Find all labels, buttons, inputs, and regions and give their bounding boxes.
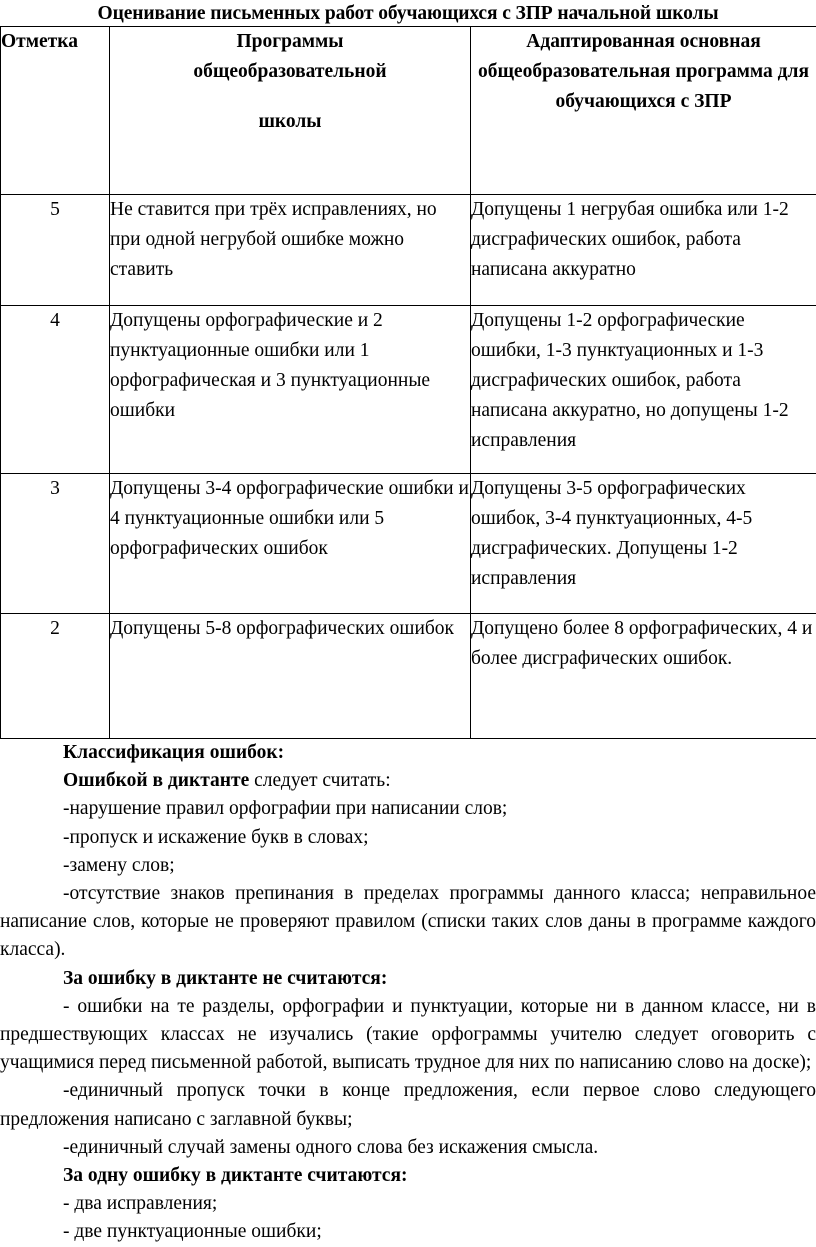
row-adapted: Допущены 1-2 орфографические ошибки, 1-3 пунктуационных и 1-3 дисграфических ошибок, работа написана аккуратно, но допущены 1-2 исправления bbox=[471, 306, 816, 474]
header-general-line2: общеобразовательной bbox=[193, 61, 386, 82]
list-item: -единичный пропуск точки в конце предложения, если первое слово следующего предложения написано с заглавной буквы; bbox=[0, 1077, 816, 1133]
classification-heading: Классификация ошибок: bbox=[63, 742, 284, 763]
row-mark: 3 bbox=[1, 474, 110, 614]
row-mark: 4 bbox=[1, 306, 110, 474]
errors-lead bbox=[0, 767, 816, 795]
list-item: - ошибки на те разделы, орфографии и пунктуации, которые ни в данном классе, ни в предшествующих классах не изучались (такие орфограммы учителю следует оговорить с учащимися перед письменной работой, выписать трудное для них по написанию слово на доске); bbox=[0, 993, 816, 1078]
list-item: -пропуск и искажение букв в словах; bbox=[0, 824, 816, 852]
grading-table bbox=[0, 26, 816, 739]
row-adapted: Допущены 1 негрубая ошибка или 1-2 дисграфических ошибок, работа написана аккуратно bbox=[471, 195, 816, 306]
classification-section bbox=[0, 739, 816, 1247]
table-row bbox=[1, 306, 816, 474]
list-item: - две пунктуационные ошибки; bbox=[0, 1218, 816, 1246]
row-general: Допущены 3-4 орфографические ошибки и 4 пунктуационные ошибки или 5 орфографических ошибок bbox=[110, 474, 471, 614]
table-row bbox=[1, 614, 816, 739]
header-mark: Отметка bbox=[1, 27, 110, 195]
list-item: -нарушение правил орфографии при написании слов; bbox=[0, 795, 816, 823]
table-row bbox=[1, 195, 816, 306]
header-general-program bbox=[110, 27, 471, 195]
table-row bbox=[1, 474, 816, 614]
page-title: Оценивание письменных работ обучающихся с ЗПР начальной школы bbox=[0, 3, 816, 25]
list-item: -отсутствие знаков препинания в пределах программы данного класса; неправильное написание слов, которые не проверяют правилом (списки таких слов даны в программе каждого класса). bbox=[0, 880, 816, 965]
header-adapted-program: Адаптированная основная общеобразовательная программа для обучающихся с ЗПР bbox=[471, 27, 816, 195]
table-header-row bbox=[1, 27, 816, 195]
row-adapted: Допущено более 8 орфографических, 4 и более дисграфических ошибок. bbox=[471, 614, 816, 739]
row-general: Не ставится при трёх исправлениях, но при одной негрубой ошибке можно ставить bbox=[110, 195, 471, 306]
list-item: - два исправления; bbox=[0, 1190, 816, 1218]
list-item: -замену слов; bbox=[0, 852, 816, 880]
header-general-line1: Программы bbox=[236, 31, 343, 52]
not-errors-heading: За ошибку в диктанте не считаются: bbox=[63, 968, 387, 989]
row-adapted: Допущены 3-5 орфографических ошибок, 3-4 пунктуационных, 4-5 дисграфических. Допущены 1-2 исправления bbox=[471, 474, 816, 614]
row-mark: 2 bbox=[1, 614, 110, 739]
one-error-heading: За одну ошибку в диктанте считаются: bbox=[63, 1165, 408, 1186]
errors-lead-bold: Ошибкой в диктанте bbox=[63, 770, 249, 791]
row-general: Допущены орфографические и 2 пунктуационные ошибки или 1 орфографическая и 3 пунктуационные ошибки bbox=[110, 306, 471, 474]
errors-lead-rest: следует считать: bbox=[249, 770, 390, 791]
row-mark: 5 bbox=[1, 195, 110, 306]
header-general-line3: школы bbox=[258, 111, 321, 132]
row-general: Допущены 5-8 орфографических ошибок bbox=[110, 614, 471, 739]
list-item: -единичный случай замены одного слова без искажения смысла. bbox=[0, 1134, 816, 1162]
